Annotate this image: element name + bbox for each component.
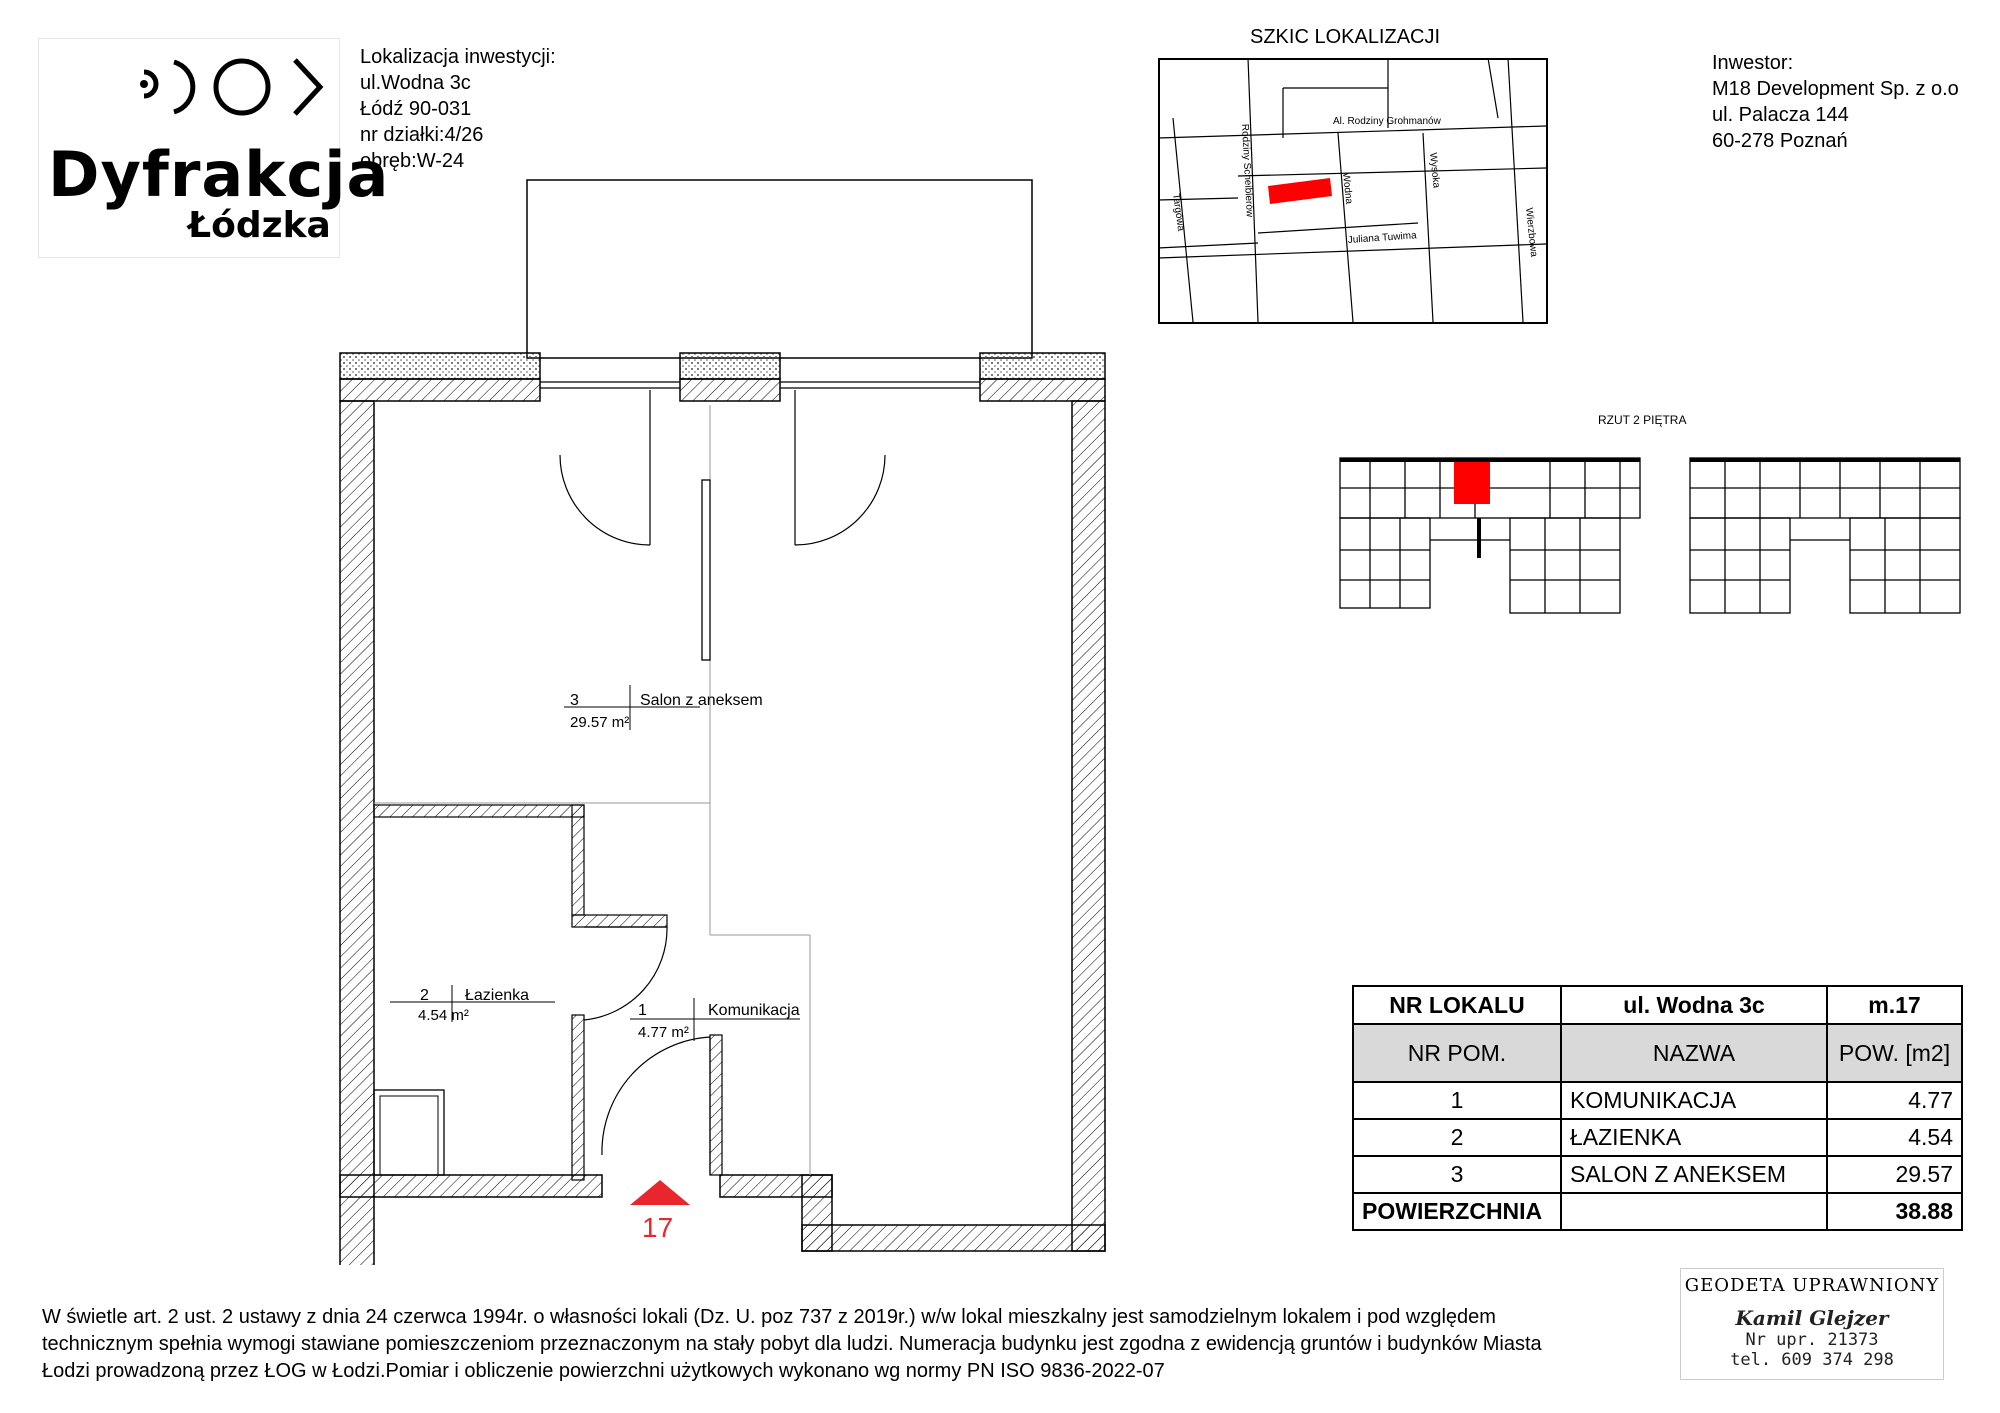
row-name: KOMUNIKACJA xyxy=(1561,1082,1827,1119)
floor-overview-plan xyxy=(1330,450,1970,620)
stamp-title: GEODETA UPRAWNIONY xyxy=(1684,1275,1940,1296)
investor-line: ul. Palacza 144 xyxy=(1712,104,1849,126)
footnote-line: W świetle art. 2 ust. 2 ustawy z dnia 24 czerwca 1994r. o własności lokali (Dz. U. poz 737 z 2019r.) w/w lokal mieszkalny jest samodzielnym lokalem i pod względem xyxy=(42,1306,1496,1328)
room-2-name: Łazienka xyxy=(465,987,530,1004)
header-cell: m.17 xyxy=(1827,986,1962,1024)
table-row xyxy=(1353,1156,1962,1193)
logo-mark-icon xyxy=(130,50,340,130)
street-label: Targowa xyxy=(1170,192,1187,232)
row-area: 29.57 xyxy=(1827,1156,1962,1193)
area-table xyxy=(1352,985,1963,1231)
footnote-line: technicznym spełnia wymogi stawiane pomieszczeniom przeznaczonym na stały pobyt dla ludzi. Numeracja budynku jest zgodna z ewidencją gruntów i budynków Miasta xyxy=(42,1333,1542,1355)
surveyor-stamp xyxy=(1680,1268,1944,1380)
footnote-line: Łodzi prowadzoną przez ŁOG w Łodzi.Pomiar i obliczenie powierzchni użytkowych wykonano wg normy PN ISO 9836-2022-07 xyxy=(42,1360,1165,1382)
location-line: nr działki:4/26 xyxy=(360,124,484,146)
row-number: 3 xyxy=(1353,1156,1561,1193)
location-sketch-map xyxy=(1158,58,1548,324)
investor-line: Inwestor: xyxy=(1712,52,1794,74)
total-empty xyxy=(1561,1193,1827,1230)
room-1-name: Komunikacja xyxy=(708,1002,800,1019)
header-cell: ul. Wodna 3c xyxy=(1561,986,1827,1024)
logo-subtitle: Łódzka xyxy=(188,205,331,246)
street-label: Wysoka xyxy=(1427,152,1442,189)
total-area: 38.88 xyxy=(1827,1193,1962,1230)
investor-line: M18 Development Sp. z o.o xyxy=(1712,78,1959,100)
stamp-phone: tel. 609 374 298 xyxy=(1730,1350,1894,1370)
room-2-number: 2 xyxy=(420,987,429,1004)
table-header-row xyxy=(1353,986,1962,1024)
sketch-title: SZKIC LOKALIZACJI xyxy=(1250,26,1441,48)
legal-footnote xyxy=(42,1304,1662,1385)
room-3-name: Salon z aneksem xyxy=(640,692,763,709)
row-number: 2 xyxy=(1353,1119,1561,1156)
street-label: Wierzbowa xyxy=(1523,207,1540,258)
header-cell: NR LOKALU xyxy=(1353,986,1561,1024)
location-line: Lokalizacja inwestycji: xyxy=(360,46,556,68)
table-column-row xyxy=(1353,1024,1962,1082)
apartment-floor-plan xyxy=(330,175,1120,1265)
row-area: 4.54 xyxy=(1827,1119,1962,1156)
total-label: POWIERZCHNIA xyxy=(1353,1193,1561,1230)
stamp-name: Kamil Glejzer xyxy=(1735,1306,1889,1330)
room-1-number: 1 xyxy=(638,1002,647,1019)
entrance-number: 17 xyxy=(642,1212,674,1243)
apartment-highlight xyxy=(1454,462,1490,504)
row-name: ŁAZIENKA xyxy=(1561,1119,1827,1156)
column-header: NAZWA xyxy=(1561,1024,1827,1082)
floor-plan-label: RZUT 2 PIĘTRA xyxy=(1598,413,1687,427)
location-line: Łódź 90-031 xyxy=(360,98,472,120)
location-line: obręb:W-24 xyxy=(360,150,465,172)
street-label: Al. Rodziny Grohmanów xyxy=(1333,116,1441,127)
street-label: Rodziny Scheiblerów xyxy=(1239,123,1255,218)
balcony-outline xyxy=(527,180,1032,358)
column-header: NR POM. xyxy=(1353,1024,1561,1082)
table-row xyxy=(1353,1119,1962,1156)
location-info xyxy=(360,44,556,174)
location-line: ul.Wodna 3c xyxy=(360,72,471,94)
room-2-area: 4.54 m² xyxy=(418,1007,469,1024)
street-label: Juliana Tuwima xyxy=(1347,230,1417,246)
table-row xyxy=(1353,1082,1962,1119)
row-name: SALON Z ANEKSEM xyxy=(1561,1156,1827,1193)
row-area: 4.77 xyxy=(1827,1082,1962,1119)
investor-line: 60-278 Poznań xyxy=(1712,130,1848,152)
column-header: POW. [m2] xyxy=(1827,1024,1962,1082)
row-number: 1 xyxy=(1353,1082,1561,1119)
entrance-arrow-icon xyxy=(630,1180,690,1205)
investor-info xyxy=(1712,50,1959,154)
room-1-area: 4.77 m² xyxy=(638,1024,689,1041)
street-label: Wodna xyxy=(1340,172,1355,205)
room-3-number: 3 xyxy=(570,692,579,709)
table-total-row xyxy=(1353,1193,1962,1230)
room-3-area: 29.57 m² xyxy=(570,714,630,731)
logo-title: Dyfrakcja xyxy=(48,138,390,211)
stamp-license: Nr upr. 21373 xyxy=(1745,1330,1879,1350)
